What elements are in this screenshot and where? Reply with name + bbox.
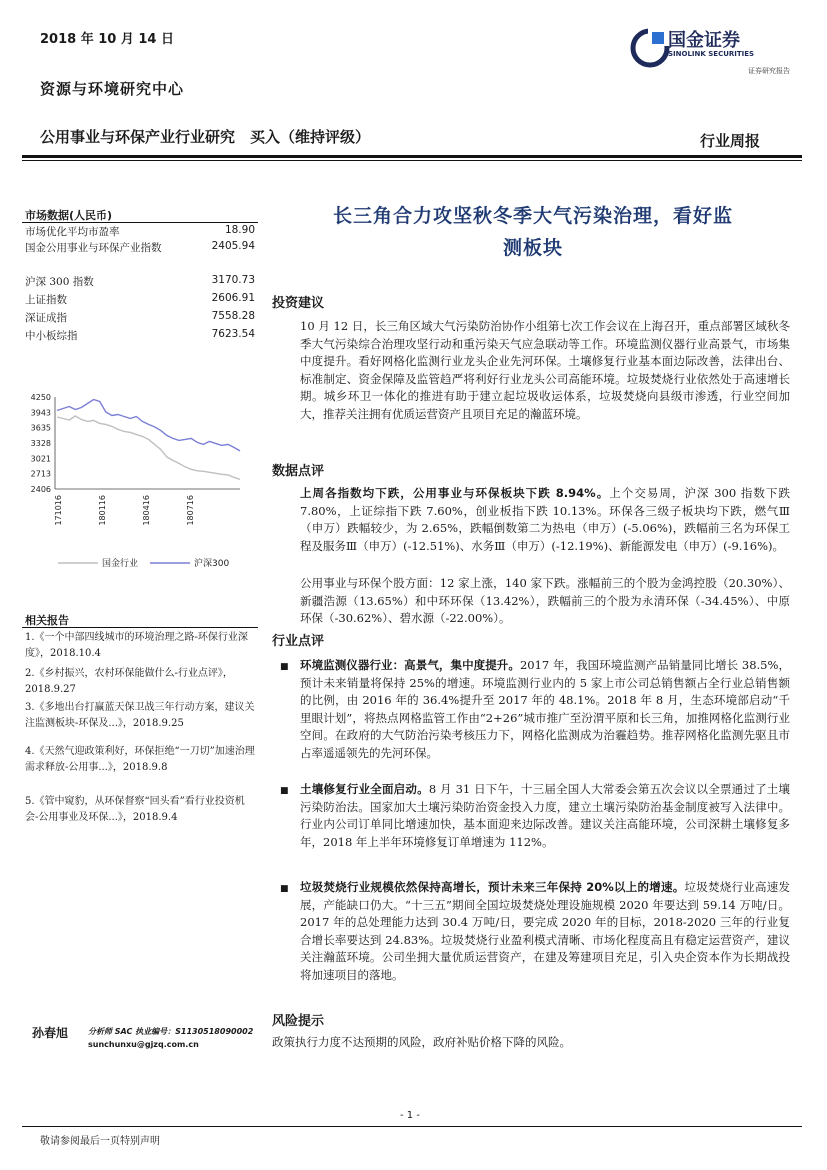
risk-paragraph: 政策执行力度不达预期的风险，政府补贴价格下降的风险。 bbox=[272, 1035, 571, 1049]
chart-ytick-label: 3328 bbox=[30, 439, 51, 448]
report-title-line: 测板块 bbox=[502, 237, 563, 259]
industry-rating: 公用事业与环保产业行业研究 买入（维持评级） bbox=[40, 128, 371, 146]
market-data-title: 市场数据(人民币) bbox=[25, 209, 113, 222]
chart-legend-label: 国金行业 bbox=[102, 559, 139, 569]
author-license: 分析师 SAC 执业编号：S1130518090002 bbox=[88, 1027, 254, 1036]
chart-legend-label: 沪深300 bbox=[194, 559, 230, 569]
header-divider-thin bbox=[22, 160, 802, 161]
market-value: 7558.28 bbox=[211, 310, 255, 322]
data-paragraph-body: 上个交易周，沪深 300 指数下跌 7.80%，上证综指下跌 7.60%，创业板指下跌 10.13%。环保各三级子板块均下跌，燃气Ⅲ（申万）跌幅较少，为 2.65%，跌幅倒数第二为热电（申万）(-5.06%)，跌幅前三名为环保工程及服务Ⅲ（申万）(-12.51%)、水务Ⅲ（申万）(-12.19%)、新能源发电（申万）(-9.16%)。 bbox=[300, 486, 790, 553]
related-report-item[interactable]: 3.《多地出台打赢蓝天保卫战三年行动方案，建议关注监测板块-环保及...》，2018.9.25 bbox=[25, 702, 255, 729]
chart-xtick-label: 171016 bbox=[54, 495, 63, 526]
data-paragraph-lead: 上周各指数均下跌，公用事业与环保板块下跌 8.94%。 bbox=[300, 486, 610, 500]
market-data-rule bbox=[22, 222, 258, 223]
industry-paragraph-body: 8 月 31 日下午，十三届全国人大常委会第五次会议以全票通过了土壤污染防治法。国家加大土壤污染防治资金投入力度，建立土壤污染防治基金制度被写入法律中。行业内公司订单同比增速加快，基本面迎来边际改善。建议关注高能环境，公司深耕土壤修复多年，2018 年上半年环境修复订单增速为 112%。 bbox=[300, 782, 791, 849]
related-reports-title: 相关报告 bbox=[25, 614, 69, 627]
invest-paragraph: 10 月 12 日，长三角区域大气污染防治协作小组第七次工作会议在上海召开，重点部署区域秋冬季大气污染综合治理攻坚行动和重污染天气应急联动等工作。环境监测仪器行业高景气，市场集中度提升。看好网格化监测行业龙头企业先河环保。土壤修复行业基本面边际改善，法律出台、标准制定、资金保障及监管趋严将利好行业龙头公司高能环境。垃圾焚烧行业依然处于高速增长期。城乡环卫一体化的推进有助于建立起垃圾收运体系，垃圾焚烧向县级市渗透，行业空间加大，推荐关注拥有优质运营资产且项目充足的瀚蓝环境。 bbox=[300, 319, 790, 421]
market-value: 18.90 bbox=[224, 224, 255, 236]
market-label: 深证成指 bbox=[25, 312, 67, 324]
section-industry-title: 行业点评 bbox=[272, 634, 325, 649]
data-paragraph bbox=[300, 485, 790, 555]
research-center: 资源与环境研究中心 bbox=[40, 80, 185, 98]
market-label: 沪深 300 指数 bbox=[25, 276, 94, 288]
industry-paragraph-lead: 垃圾焚烧行业规模依然保持高增长，预计未来三年保持 20%以上的增速。 bbox=[300, 880, 685, 894]
chart-series-line bbox=[57, 416, 240, 479]
author-name: 孙春旭 bbox=[32, 1026, 69, 1040]
bullet-icon: ■ bbox=[280, 662, 289, 672]
market-row bbox=[25, 310, 255, 326]
chart-ytick-label: 2713 bbox=[30, 469, 51, 479]
market-label: 国金公用事业与环保产业指数 bbox=[25, 242, 162, 254]
company-en: SINOLINK SECURITIES bbox=[668, 50, 755, 58]
market-value: 3170.73 bbox=[211, 274, 255, 286]
index-chart bbox=[20, 385, 260, 575]
author-email[interactable]: sunchunxu@gjzq.com.cn bbox=[88, 1040, 199, 1049]
market-value: 2405.94 bbox=[211, 240, 255, 252]
chart-xtick-label: 180116 bbox=[98, 495, 107, 526]
header-divider bbox=[22, 155, 802, 158]
data-paragraph-stocks: 公用事业与环保个股方面：12 家上涨，140 家下跌。涨幅前三的个股为金鸿控股（20.30%）、新疆浩源（13.65%）和中环环保（13.42%），跌幅前三的个股为永清环保（-34.45%）、中原环保（-30.62%）、碧水源（-22.00%）。 bbox=[300, 576, 790, 625]
page-number: - 1 - bbox=[400, 1110, 420, 1121]
industry-paragraph-lead: 环境监测仪器行业：高景气，集中度提升。 bbox=[300, 658, 520, 672]
report-date: 2018 年 10 月 14 日 bbox=[40, 32, 174, 47]
report-tag: 证券研究报告 bbox=[748, 67, 790, 75]
report-type: 行业周报 bbox=[700, 132, 761, 150]
chart-xtick-label: 180416 bbox=[142, 495, 151, 526]
bullet-icon: ■ bbox=[280, 884, 289, 894]
chart-ytick-label: 3021 bbox=[30, 454, 51, 464]
related-report-item[interactable]: 5.《管中窥豹，从环保督察“回头看”看行业投资机会-公用事业及环保...》，2018.9.4 bbox=[25, 796, 245, 823]
industry-paragraph bbox=[300, 657, 790, 762]
market-label: 市场优化平均市盈率 bbox=[25, 226, 120, 238]
footer-rule bbox=[22, 1126, 802, 1127]
industry-paragraph-body: 垃圾焚烧行业高速发展，产能缺口仍大。“十三五”期间全国垃圾焚烧处理设施规模 2020 年要达到 59.14 万吨/日。2017 年的总处理能力达到 30.4 万吨/日，要完成 2020 年的目标，2018-2020 三年的行业复合增长率要达到 24.83%。垃圾焚烧行业盈利模式清晰、市场化程度高且有稳定运营资产，建议关注瀚蓝环境。公司坐拥大量优质运营资产，在建及筹建项目充足，引入央企资本作为长期战投将加速项目的落地。 bbox=[300, 880, 791, 982]
section-invest-title: 投资建议 bbox=[272, 296, 325, 311]
related-rule bbox=[22, 627, 258, 628]
chart-ytick-label: 2406 bbox=[30, 485, 51, 494]
market-value: 2606.91 bbox=[211, 292, 255, 304]
market-row bbox=[25, 328, 255, 344]
chart-ytick-label: 3635 bbox=[30, 423, 51, 433]
market-label: 上证指数 bbox=[25, 294, 67, 306]
industry-paragraph-lead: 土壤修复行业全面启动。 bbox=[300, 782, 429, 796]
industry-paragraph bbox=[300, 781, 790, 851]
chart-series-line bbox=[57, 400, 240, 451]
report-title bbox=[268, 200, 798, 264]
market-row bbox=[25, 224, 255, 240]
related-report-item[interactable]: 2.《乡村振兴，农村环保能做什么-行业点评》，2018.9.27 bbox=[25, 668, 233, 695]
chart-ytick-label: 4250 bbox=[30, 393, 51, 402]
market-label: 中小板综指 bbox=[25, 330, 78, 342]
industry-paragraph bbox=[300, 879, 790, 984]
market-value: 7623.54 bbox=[211, 328, 255, 340]
footer-note: 敬请参阅最后一页特别声明 bbox=[40, 1136, 160, 1147]
related-report-item[interactable]: 4.《天然气迎政策利好，环保拒绝“一刀切”加速治理需求释放-公用事...》，2018.9.8 bbox=[25, 746, 255, 773]
logo-mark-icon bbox=[630, 28, 670, 68]
chart-xtick-label: 180716 bbox=[186, 495, 195, 526]
market-row bbox=[25, 292, 255, 308]
bullet-icon: ■ bbox=[280, 786, 289, 796]
chart-ytick-label: 3943 bbox=[30, 408, 51, 418]
report-title-line: 长三角合力攻坚秋冬季大气污染治理，看好监 bbox=[332, 205, 733, 227]
industry-paragraph-body: 2017 年，我国环境监测产品销量同比增长 38.5%，预计未来销量将保持 25%的增速。环境监测行业内的 5 家上市公司总销售额占全行业总销售额的比例，由 2016 年的 36.4%提升至 2017 年的 48.1%。2018 年 8 月，生态环境部启动“千里眼计划”，将热点网格监管工作由“2+26”城市推广至汾渭平原和长三角，加推网格化监测行业空间。在政府的大气防治污染考核压力下，网格化监测成为治霾趋势。推荐网格化监测先驱且市占率遥遥领先的先河环保。 bbox=[300, 658, 791, 760]
market-row bbox=[25, 274, 255, 290]
related-report-item[interactable]: 1.《一个中部四线城市的环境治理之路-环保行业深度》，2018.10.4 bbox=[25, 632, 248, 659]
section-data-title: 数据点评 bbox=[272, 464, 325, 479]
market-row bbox=[25, 240, 255, 256]
company-name: 国金证券 bbox=[668, 30, 740, 51]
section-risk-title: 风险提示 bbox=[272, 1014, 325, 1029]
